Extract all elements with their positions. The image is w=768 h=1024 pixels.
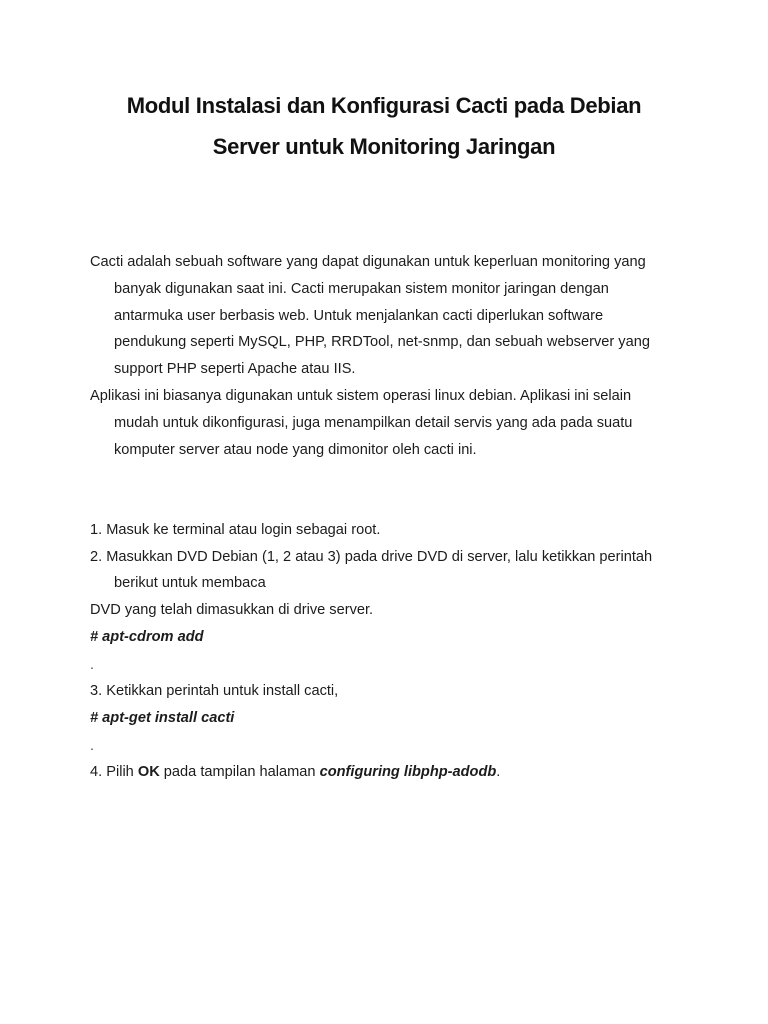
- command-apt-get-install: # apt-get install cacti: [90, 710, 235, 726]
- paragraph-line: komputer server atau node yang dimonitor oleh cacti ini.: [114, 441, 477, 458]
- document-title-line-2: Server untuk Monitoring Jaringan: [212, 134, 556, 159]
- step-4-middle: pada tampilan halaman: [159, 764, 320, 780]
- step-4-ok: OK: [137, 764, 160, 780]
- step-4-prefix: 4. Pilih: [90, 764, 138, 780]
- step-3: 3. Ketikkan perintah untuk install cacti,: [90, 683, 339, 699]
- paragraph-line: mudah untuk dikonfigurasi, juga menampilkan detail servis yang ada pada suatu: [114, 414, 633, 431]
- description-paragraph: [90, 383, 690, 463]
- paragraph-line: support PHP seperti Apache atau IIS.: [114, 361, 356, 378]
- step-2-line-3: DVD yang telah dimasukkan di drive server.: [90, 602, 374, 618]
- paragraph-line: banyak digunakan saat ini. Cacti merupakan sistem monitor jaringan dengan: [114, 280, 609, 297]
- paragraph-line: Cacti adalah sebuah software yang dapat digunakan untuk keperluan monitoring yang: [90, 254, 646, 270]
- step-1: 1. Masuk ke terminal atau login sebagai root.: [90, 522, 381, 538]
- paragraph-line: pendukung seperti MySQL, PHP, RRDTool, net-snmp, dan sebuah webserver yang: [114, 334, 650, 351]
- paragraph-line: Aplikasi ini biasanya digunakan untuk sistem operasi linux debian. Aplikasi ini selain: [90, 388, 632, 404]
- document-title-line-1: Modul Instalasi dan Konfigurasi Cacti pada Debian: [126, 93, 642, 118]
- step-4: [90, 762, 500, 782]
- separator-dot: .: [90, 656, 94, 672]
- step-4-suffix: .: [496, 764, 501, 780]
- intro-paragraph: [90, 249, 690, 383]
- separator-dot: .: [90, 737, 94, 753]
- command-apt-cdrom: # apt-cdrom add: [90, 629, 204, 645]
- step-4-emphasis: configuring libphp-adodb: [319, 764, 497, 780]
- step-2-line-1: 2. Masukkan DVD Debian (1, 2 atau 3) pada drive DVD di server, lalu ketikkan perintah: [90, 549, 653, 565]
- step-2-line-2: berikut untuk membaca: [114, 575, 266, 591]
- paragraph-line: antarmuka user berbasis web. Untuk menjalankan cacti diperlukan software: [114, 307, 604, 324]
